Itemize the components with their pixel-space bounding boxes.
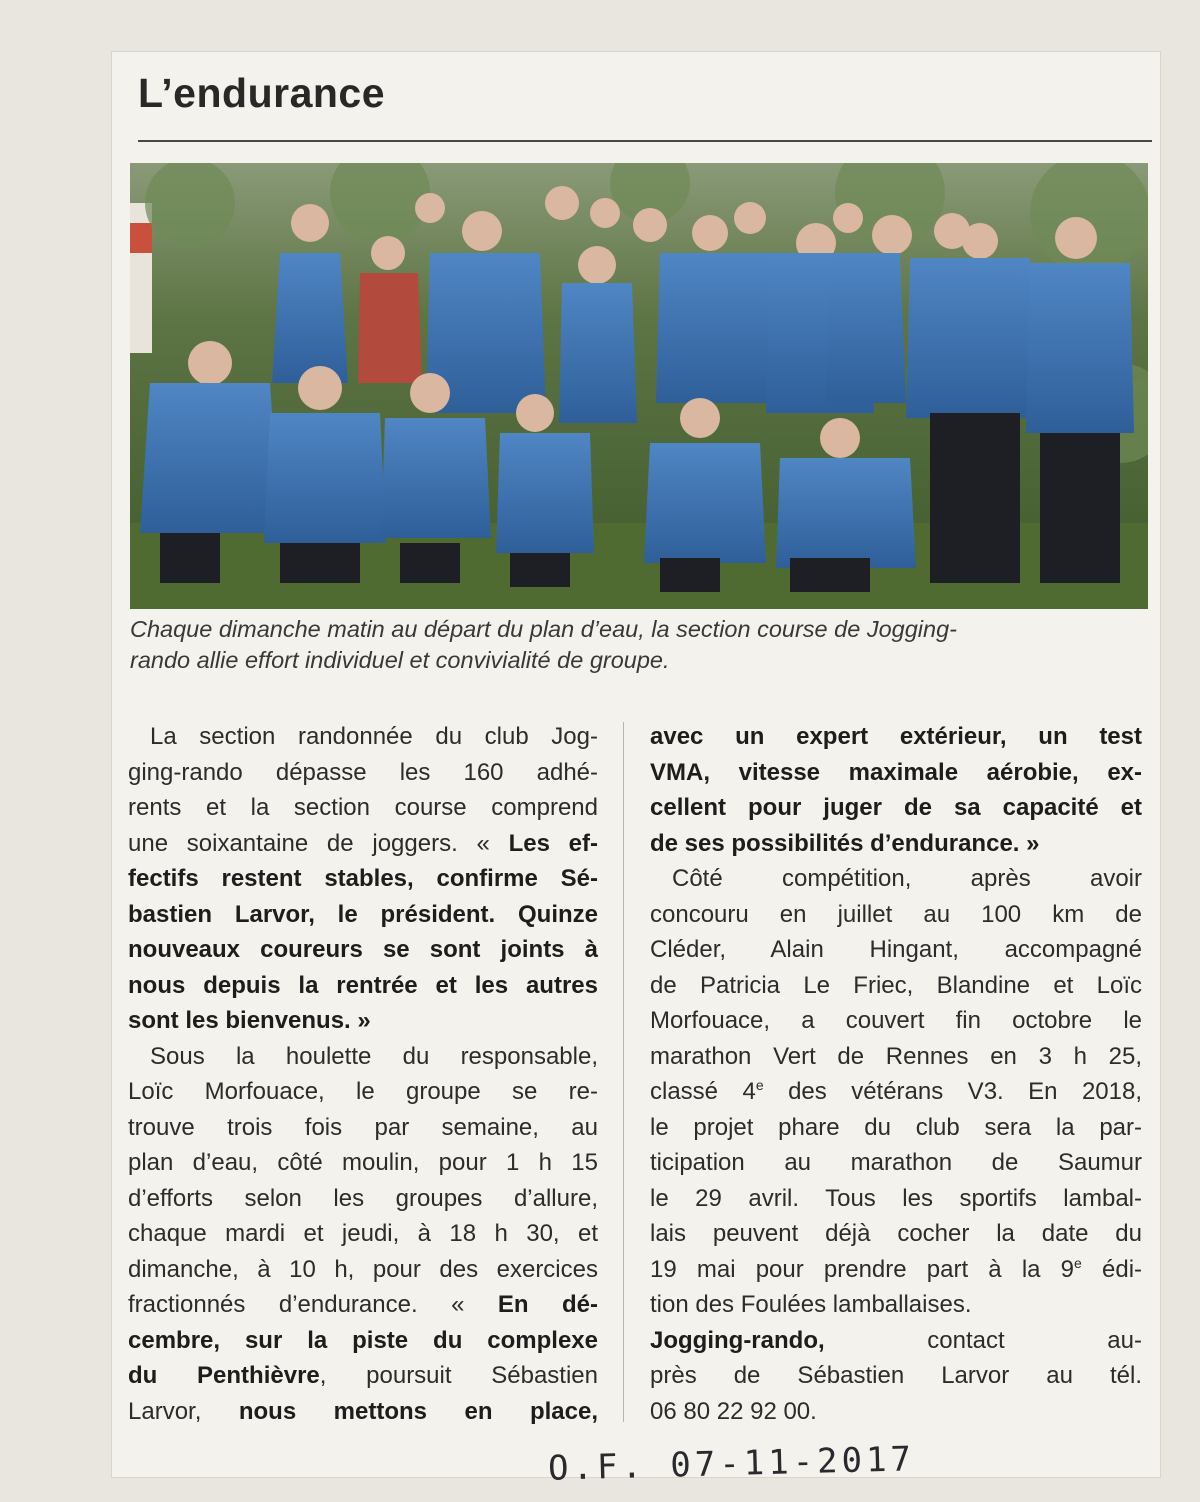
bold-text: bastien Larvor, le président. Quinze xyxy=(128,900,598,928)
text: près de Sébastien Larvor au tél. xyxy=(650,1362,1142,1389)
photo-caption xyxy=(130,614,1160,676)
text-line xyxy=(650,1145,1142,1181)
text: Morfouace, a couvert fin octobre le xyxy=(650,1007,1142,1034)
left-column xyxy=(128,719,598,1429)
text: Sous la houlette du responsable, xyxy=(150,1042,598,1070)
text-line xyxy=(128,1039,598,1075)
text-line xyxy=(128,826,598,862)
bold-text: avec un expert extérieur, un test xyxy=(650,723,1142,750)
text-line xyxy=(128,1110,598,1146)
superscript: e xyxy=(755,1077,764,1093)
right-column xyxy=(650,719,1142,1429)
text-line xyxy=(128,897,598,933)
text: 06 80 22 92 00. xyxy=(650,1397,817,1425)
text-line xyxy=(650,1110,1142,1146)
text: classé 4 xyxy=(650,1078,756,1105)
text: dimanche, à 10 h, pour des exercices xyxy=(128,1255,598,1283)
bold-text: nouveaux coureurs se sont joints à xyxy=(128,936,598,963)
text: lais peuvent déjà cocher la date du xyxy=(650,1220,1142,1247)
text-line xyxy=(128,790,598,826)
bold-text: Les ef- xyxy=(508,829,599,857)
text-line xyxy=(128,1358,598,1394)
text: Côté compétition, après avoir xyxy=(672,865,1142,892)
text-line xyxy=(650,1216,1142,1252)
text: d’efforts selon les groupes d’allure, xyxy=(128,1184,598,1212)
text-line xyxy=(650,1394,1142,1430)
text-line xyxy=(128,1216,598,1252)
text-line xyxy=(650,755,1142,791)
text: marathon Vert de Rennes en 3 h 25, xyxy=(650,1042,1142,1070)
bold-text: cellent pour juger de sa capacité et xyxy=(650,794,1142,821)
text-line xyxy=(128,1003,598,1039)
text: chaque mardi et jeudi, à 18 h 30, et xyxy=(128,1220,598,1247)
bold-text: nous depuis la rentrée et les autres xyxy=(128,971,598,999)
text-line xyxy=(128,1323,598,1359)
text-line xyxy=(128,1181,598,1217)
text-line xyxy=(128,968,598,1004)
bold-text: de ses possibilités d’endurance. » xyxy=(650,829,1040,857)
article-title: L’endurance xyxy=(138,70,386,116)
text-line xyxy=(128,719,598,755)
text-line xyxy=(650,1323,1142,1359)
superscript: e xyxy=(1074,1254,1082,1271)
text-line xyxy=(128,1287,598,1323)
text-line xyxy=(650,790,1142,826)
text: plan d’eau, côté moulin, pour 1 h 15 xyxy=(128,1149,598,1176)
text-line xyxy=(650,826,1142,862)
text-line xyxy=(128,861,598,897)
text-line xyxy=(650,968,1142,1004)
text-line xyxy=(650,932,1142,968)
text: le projet phare du club sera la par- xyxy=(650,1113,1142,1141)
text: La section randonnée du club Jog- xyxy=(150,723,598,750)
text: le 29 avril. Tous les sportifs lambal- xyxy=(650,1184,1142,1212)
text: rents et la section course comprend xyxy=(128,794,598,821)
bold-text: nous mettons en place, xyxy=(238,1397,599,1425)
text-line xyxy=(128,1145,598,1181)
caption-line: Chaque dimanche matin au départ du plan d’eau, la section course de Jogging- xyxy=(130,616,957,642)
text: ging-rando dépasse les 160 adhé- xyxy=(128,758,598,786)
text-line xyxy=(650,1074,1142,1110)
text: tion des Foulées lamballaises. xyxy=(650,1291,972,1318)
text-line xyxy=(128,932,598,968)
bold-text: du Penthièvre xyxy=(128,1362,320,1389)
text-line xyxy=(650,719,1142,755)
text: des vétérans V3. En 2018, xyxy=(763,1078,1143,1105)
text-line xyxy=(650,861,1142,897)
column-separator xyxy=(623,722,624,1422)
text-line xyxy=(650,897,1142,933)
bold-text: Jogging-rando, xyxy=(650,1326,825,1354)
text-line xyxy=(650,1181,1142,1217)
text-line xyxy=(650,1039,1142,1075)
text-line xyxy=(650,1358,1142,1394)
text: 19 mai pour prendre part à la 9 xyxy=(650,1255,1075,1283)
text-line xyxy=(128,1074,598,1110)
text: une soixantaine de joggers. « xyxy=(128,829,509,857)
bold-text: sont les bienvenus. » xyxy=(128,1007,371,1034)
text: Cléder, Alain Hingant, accompagné xyxy=(650,936,1142,963)
bold-text: cembre, sur la piste du complexe xyxy=(128,1326,598,1354)
handwritten-date-note: O.F. 07-11-2017 xyxy=(547,1439,916,1489)
text: concouru en juillet au 100 km de xyxy=(650,900,1142,928)
text: ticipation au marathon de Saumur xyxy=(650,1149,1142,1176)
bold-text: VMA, vitesse maximale aérobie, ex- xyxy=(650,758,1142,786)
article-photo xyxy=(130,163,1148,609)
bold-text: En dé- xyxy=(497,1291,598,1318)
text: Loïc Morfouace, le groupe se re- xyxy=(128,1078,598,1105)
text: trouve trois fois par semaine, au xyxy=(128,1113,598,1141)
text-line xyxy=(128,1394,598,1430)
text-line xyxy=(650,1287,1142,1323)
text: fractionnés d’endurance. « xyxy=(128,1291,498,1318)
text: contact au- xyxy=(824,1326,1142,1354)
text: Larvor, xyxy=(128,1397,239,1425)
caption-line: rando allie effort individuel et convivialité de groupe. xyxy=(130,647,670,673)
text-line xyxy=(128,755,598,791)
text-line xyxy=(128,1252,598,1288)
text-line xyxy=(650,1252,1142,1288)
bold-text: fectifs restent stables, confirme Sé- xyxy=(128,865,598,892)
text: de Patricia Le Friec, Blandine et Loïc xyxy=(650,971,1142,999)
text: , poursuit Sébastien xyxy=(319,1362,598,1389)
title-rule xyxy=(138,140,1152,142)
text: édi- xyxy=(1081,1255,1143,1283)
text-line xyxy=(650,1003,1142,1039)
